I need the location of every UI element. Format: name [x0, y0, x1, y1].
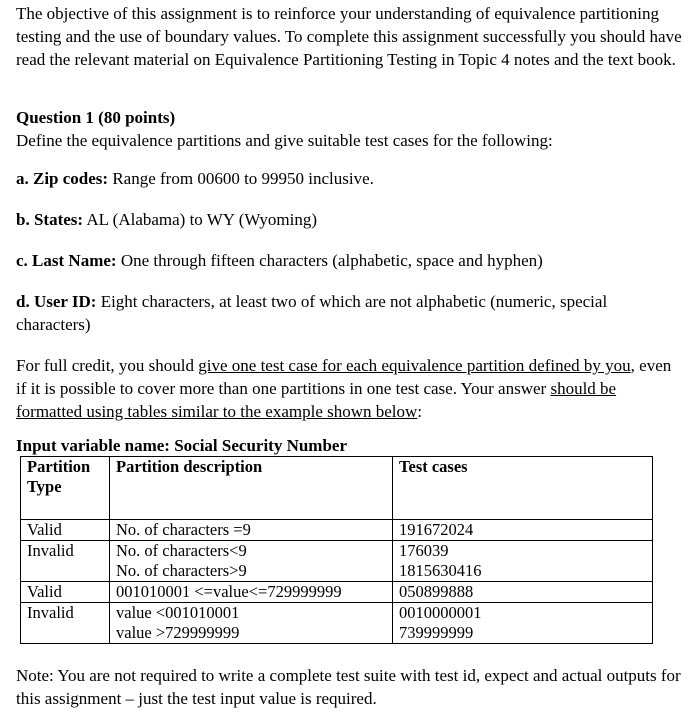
row-type: Valid	[21, 520, 110, 541]
case-line: 050899888	[399, 582, 474, 601]
item-label: d. User ID:	[16, 292, 97, 311]
example-table	[20, 456, 653, 644]
credit-underlined: give one test case for each equivalence partition defined by you	[198, 356, 631, 375]
case-line: 1815630416	[399, 561, 482, 580]
desc-line: 001010001 <=value<=729999999	[116, 582, 342, 601]
row-type: Invalid	[21, 603, 110, 644]
credit-underlined-2: should be formatted using tables similar to the example shown below	[16, 379, 617, 421]
case-line: 176039	[399, 541, 449, 560]
row-cases	[393, 541, 653, 582]
question-block	[16, 106, 553, 152]
note-paragraph: Note: You are not required to write a complete test suite with test id, expect and actual outputs for this assignment – just the test input value is required.	[16, 666, 681, 708]
desc-line: value >729999999	[116, 623, 240, 642]
desc-line: No. of characters<9	[116, 541, 247, 560]
item-label: c. Last Name:	[16, 251, 117, 270]
credit-post: :	[417, 402, 423, 421]
credit-paragraph	[16, 354, 684, 423]
row-desc	[110, 520, 393, 541]
question-title: Question 1 (80 points)	[16, 108, 176, 127]
row-desc	[110, 582, 393, 603]
desc-line: No. of characters =9	[116, 520, 251, 539]
table-row	[21, 582, 653, 603]
row-cases	[393, 520, 653, 541]
header-partition-description: Partition description	[110, 457, 393, 520]
item-last-name	[16, 249, 684, 272]
case-line: 191672024	[399, 520, 474, 539]
item-text: One through fifteen characters (alphabetic, space and hyphen)	[120, 251, 543, 270]
desc-line: No. of characters>9	[116, 561, 247, 580]
item-zip-codes	[16, 167, 684, 190]
header-test-cases: Test cases	[393, 457, 653, 520]
credit-pre: For full credit, you should	[16, 356, 199, 375]
row-desc	[110, 603, 393, 644]
table-title: Input variable name: Social Security Number	[16, 436, 348, 455]
table-row	[21, 541, 653, 582]
table-row	[21, 520, 653, 541]
row-desc	[110, 541, 393, 582]
item-text: Eight characters, at least two of which are not alphabetic (numeric, special characters)	[16, 292, 608, 334]
header-partition-type: Partition Type	[21, 457, 110, 520]
table-header-row	[21, 457, 653, 520]
item-label: a. Zip codes:	[16, 169, 109, 188]
table-row	[21, 603, 653, 644]
item-text: Range from 00600 to 99950 inclusive.	[112, 169, 374, 188]
intro-paragraph: The objective of this assignment is to reinforce your understanding of equivalence partitioning testing and the use of boundary values. To complete this assignment successfully you should have read the relevant material on Equivalence Partitioning Testing in Topic 4 notes and the text book.	[16, 4, 682, 69]
item-states	[16, 208, 684, 231]
item-text: AL (Alabama) to WY (Wyoming)	[86, 210, 317, 229]
question-instruction: Define the equivalence partitions and give suitable test cases for the following:	[16, 131, 553, 150]
row-type: Valid	[21, 582, 110, 603]
row-type: Invalid	[21, 541, 110, 582]
credit-mid: , even if it is possible to cover more than one partitions in one test case. Your answer	[16, 356, 672, 398]
case-line: 0010000001	[399, 603, 482, 622]
item-label: b. States:	[16, 210, 84, 229]
row-cases	[393, 582, 653, 603]
desc-line: value <001010001	[116, 603, 240, 622]
row-cases	[393, 603, 653, 644]
case-line: 739999999	[399, 623, 474, 642]
item-user-id	[16, 290, 684, 336]
